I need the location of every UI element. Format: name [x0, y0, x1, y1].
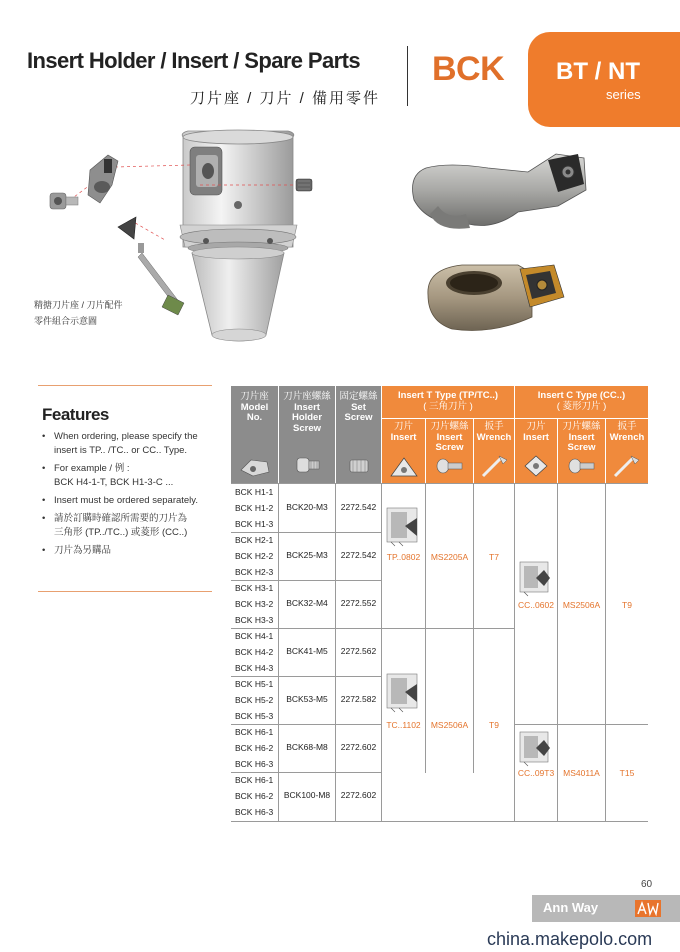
illustration-caption	[34, 297, 123, 329]
subheader-en: Insert	[436, 431, 463, 443]
holder-screw-cell: BCK20-M3	[286, 502, 328, 512]
model-cell: BCK H5-2	[235, 695, 274, 705]
features-list	[42, 430, 222, 562]
grid-line	[231, 483, 648, 484]
t-wrench-cell: T7	[489, 552, 499, 562]
title-divider	[407, 46, 408, 106]
grid-line	[515, 724, 648, 725]
subheader-t-insert	[382, 422, 425, 443]
feature-item	[42, 494, 222, 508]
header-set-screw-en: Set	[351, 401, 366, 413]
subheader-c-insert-screw	[558, 422, 605, 454]
subheader-c-wrench	[606, 422, 648, 443]
series-name: BT / NT	[556, 58, 640, 85]
subheader-cn: 刀片螺絲	[562, 421, 601, 432]
company-name: Ann Way	[543, 900, 599, 915]
feature-item	[42, 544, 222, 558]
header-holder-screw-en: Holder	[291, 412, 323, 423]
model-cell: BCK H1-2	[235, 503, 274, 513]
set-screw-cell: 2272.542	[340, 502, 377, 512]
model-cell: BCK H1-3	[235, 519, 274, 529]
brand-code: BCK	[432, 50, 505, 88]
header-set-screw-en: Screw	[344, 412, 373, 423]
subheader-en: Screw	[435, 442, 464, 453]
header-set-screw	[336, 392, 381, 424]
features-title: Features	[42, 405, 109, 424]
model-cell: BCK H2-1	[235, 535, 274, 545]
holder-icon	[239, 456, 271, 478]
model-cell: BCK H6-1	[235, 775, 274, 785]
header-set-screw-cn: 固定螺絲	[339, 391, 378, 402]
holder-screw-icon	[295, 454, 321, 478]
subheader-en: Screw	[567, 442, 596, 453]
triangle-insert-icon	[387, 456, 421, 478]
c-insert-cell: CC..09T3	[517, 768, 555, 778]
model-cell: BCK H3-3	[235, 615, 274, 625]
feature-item	[42, 430, 222, 458]
header-subline	[382, 418, 648, 419]
t-wrench-cell: T9	[489, 720, 499, 730]
model-cell: BCK H2-2	[235, 551, 274, 561]
model-cell: BCK H4-3	[235, 663, 274, 673]
model-cell: BCK H1-1	[235, 487, 274, 497]
header-model-en: No.	[246, 412, 263, 423]
header-holder-screw	[279, 392, 335, 434]
c-wrench-icon	[611, 452, 641, 480]
set-screw-icon	[347, 456, 371, 476]
header-insert-c-title: Insert C Type (CC..)	[537, 390, 626, 401]
header-holder-screw-en: Insert	[294, 401, 320, 413]
subheader-c-insert	[515, 422, 557, 443]
model-cell: BCK H5-1	[235, 679, 274, 689]
t-insert-cell: TP..0802	[386, 552, 421, 562]
c-insert-cell: CC..0602	[518, 600, 554, 610]
header-holder-screw-en: Screw	[293, 422, 321, 434]
subheader-en: Wrench	[609, 431, 645, 443]
header-insert-c	[515, 391, 648, 412]
feature-text: • Insert must be ordered separately.	[54, 495, 198, 506]
caption-line: 零件組合示意圖	[34, 316, 98, 326]
feature-text: BCK H4-1-T, BCK H1-3-C ...	[54, 477, 174, 488]
features-bottom-rule	[38, 591, 212, 592]
subheader-en: Wrench	[476, 431, 512, 443]
feature-text: • 刀片為另購品	[54, 545, 112, 556]
page-title: Insert Holder / Insert / Spare Parts	[27, 48, 360, 73]
model-cell: BCK H4-1	[235, 631, 274, 641]
feature-text: insert is TP.. /TC.. or CC.. Type.	[54, 445, 188, 456]
watermark: china.makepolo.com	[487, 929, 653, 949]
subheader-cn: 刀片	[393, 421, 413, 432]
model-cell: BCK H3-1	[235, 583, 274, 593]
grid-line	[381, 483, 382, 821]
set-screw-cell: 2272.602	[340, 790, 377, 800]
feature-text: 三角形 (TP../TC..) 或菱形 (CC..)	[54, 527, 188, 538]
t-insert-screw-cell: MS2205A	[430, 552, 469, 562]
subheader-cn: 刀片螺絲	[430, 421, 469, 432]
cc0602-insert-image	[518, 558, 554, 598]
model-cell: BCK H6-3	[235, 759, 274, 769]
tc-insert-image	[385, 670, 423, 714]
model-cell: BCK H6-2	[235, 791, 274, 801]
model-cell: BCK H6-1	[235, 727, 274, 737]
subheader-en: Insert	[523, 431, 549, 443]
holder-screw-cell: BCK100-M8	[283, 790, 331, 800]
feature-text: • 請於訂購時確認所需要的刀片為	[54, 513, 188, 524]
c-insert-screw-cell: MS4011A	[563, 768, 600, 778]
model-cell: BCK H3-2	[235, 599, 274, 609]
set-screw-cell: 2272.602	[340, 742, 377, 752]
header-insert-t-cn: ( 三角刀片 )	[423, 400, 473, 412]
holder-screw-cell: BCK68-M8	[286, 742, 328, 752]
page-number: 60	[641, 879, 653, 890]
holder-screw-cell: BCK53-M5	[286, 694, 328, 704]
header-insert-t	[382, 391, 514, 412]
t-wrench-icon	[479, 452, 509, 480]
header-model-cn: 刀片座	[240, 391, 269, 402]
caption-line: 精搪刀片座 / 刀片配件	[34, 300, 123, 310]
holder-screw-cell: BCK41-M5	[286, 646, 328, 656]
features-top-rule	[38, 385, 212, 386]
c-type-holder-photo	[422, 255, 570, 337]
tp-insert-image	[385, 504, 423, 548]
model-cell: BCK H5-3	[235, 711, 274, 721]
subheader-t-insert-screw	[426, 422, 473, 454]
cc09t3-insert-image	[518, 728, 554, 768]
page-subtitle-cn: 刀片座 / 刀片 / 備用零件	[190, 90, 381, 107]
header-insert-t-title: Insert T Type (TP/TC..)	[397, 390, 499, 401]
c-insert-screw-cell: MS2506A	[562, 600, 601, 610]
header-model	[231, 392, 278, 424]
grid-line	[231, 821, 648, 822]
set-screw-cell: 2272.582	[340, 694, 377, 704]
subheader-t-wrench	[474, 422, 514, 443]
t-insert-screw-icon	[435, 454, 465, 478]
set-screw-cell: 2272.552	[340, 598, 377, 608]
holder-screw-cell: BCK32-M4	[286, 598, 328, 608]
t-type-holder-photo	[408, 140, 590, 240]
holder-screw-cell: BCK25-M3	[286, 550, 328, 560]
set-screw-cell: 2272.542	[340, 550, 377, 560]
header-insert-c-cn: ( 菱形刀片 )	[556, 400, 607, 412]
feature-text: • For example / 例 :	[54, 463, 130, 474]
subheader-cn: 扳手	[484, 421, 504, 432]
subheader-cn: 扳手	[617, 421, 637, 432]
c-wrench-cell: T15	[619, 768, 635, 778]
company-logo	[635, 900, 661, 917]
diamond-insert-icon	[521, 454, 551, 478]
subheader-en: Insert	[568, 431, 595, 443]
logo-icon	[635, 900, 661, 917]
series-label: series	[606, 87, 641, 102]
c-insert-screw-icon	[567, 454, 597, 478]
set-screw-cell: 2272.562	[340, 646, 377, 656]
feature-text: • When ordering, please specify the	[54, 431, 198, 442]
model-cell: BCK H4-2	[235, 647, 274, 657]
feature-item	[42, 512, 222, 540]
t-insert-screw-cell: MS2506A	[430, 720, 469, 730]
subheader-en: Insert	[390, 431, 417, 443]
page-number-box	[532, 878, 680, 895]
header-model-en: Model	[240, 401, 269, 413]
model-cell: BCK H2-3	[235, 567, 274, 577]
spare-parts-table	[231, 386, 648, 822]
t-insert-cell: TC..1102	[386, 720, 421, 730]
c-wrench-cell: T9	[622, 600, 632, 610]
subheader-cn: 刀片	[526, 421, 546, 432]
model-cell: BCK H6-2	[235, 743, 274, 753]
feature-item	[42, 462, 222, 490]
model-cell: BCK H6-3	[235, 807, 274, 817]
header-holder-screw-cn: 刀片座螺絲	[283, 391, 331, 402]
